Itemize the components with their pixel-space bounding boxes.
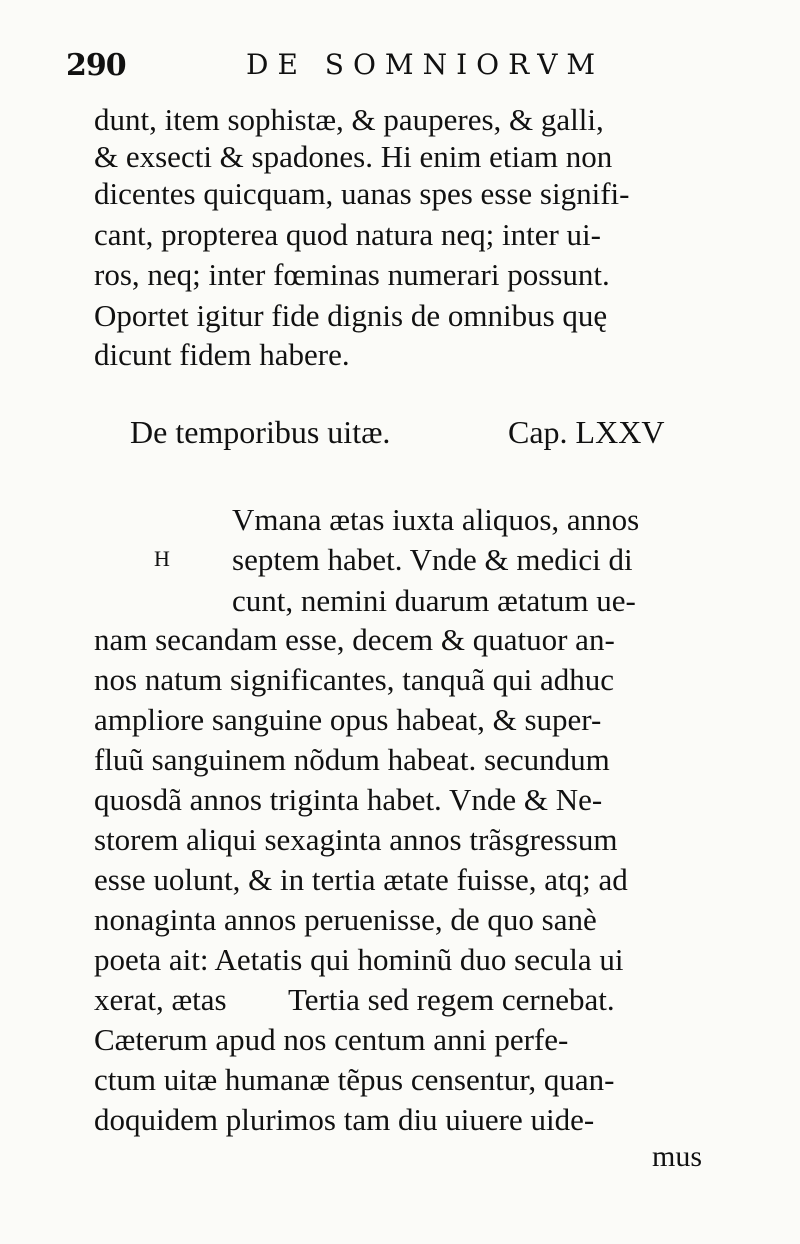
chapter-title: De temporibus uitæ. [130, 414, 391, 450]
text-line: poeta ait: Aetatis qui hominũ duo secula ui [94, 942, 624, 977]
text-line: ros, neq; inter fœminas numerari possunt. [94, 257, 610, 292]
text-line: dicunt fidem habere. [94, 337, 350, 372]
page-header [66, 48, 686, 84]
indented-text-line: Vmana ætas iuxta aliquos, annos [232, 502, 640, 537]
drop-initial-letter: H [154, 546, 170, 571]
chapter-heading [130, 414, 740, 458]
catchword: mus [652, 1140, 703, 1173]
text-line: dicentes quicquam, uanas spes esse signifi- [94, 176, 630, 211]
text-line: cant, propterea quod natura neq; inter ui- [94, 217, 601, 252]
text-line: fluũ sanguinem nõdum habeat. secundum [94, 742, 610, 777]
indented-text-line: septem habet. Vnde & medici di [232, 542, 633, 577]
text-line: storem aliqui sexaginta annos trãsgressum [94, 822, 618, 857]
chapter-number: Cap. LXXV [508, 414, 665, 450]
text-line: Cæterum apud nos centum anni perfe- [94, 1022, 569, 1057]
text-line: Oportet igitur fide dignis de omnibus quę [94, 298, 608, 333]
page-number: 290 [66, 48, 126, 83]
text-line: quosdã annos triginta habet. Vnde & Ne- [94, 782, 603, 817]
text-line: doquidem plurimos tam diu uiuere uide- [94, 1102, 595, 1137]
indented-text-line: cunt, nemini duarum ætatum ue- [232, 583, 636, 618]
text-line: xerat, ætas Tertia sed regem cernebat. [94, 982, 615, 1017]
text-line: ctum uitæ humanæ tẽpus censentur, quan- [94, 1062, 615, 1097]
text-line: nonaginta annos peruenisse, de quo sanè [94, 902, 597, 937]
text-line: & exsecti & spadones. Hi enim etiam non [94, 139, 613, 174]
text-line: ampliore sanguine opus habeat, & super- [94, 702, 602, 737]
text-line: nam secandam esse, decem & quatuor an- [94, 622, 615, 657]
text-line: nos natum significantes, tanquã qui adhuc [94, 662, 614, 697]
text-line: esse uolunt, & in tertia ætate fuisse, atq; ad [94, 862, 628, 897]
text-line: dunt, item sophistæ, & pauperes, & galli, [94, 102, 604, 137]
running-head: DE SOMNIORVM [246, 48, 605, 81]
